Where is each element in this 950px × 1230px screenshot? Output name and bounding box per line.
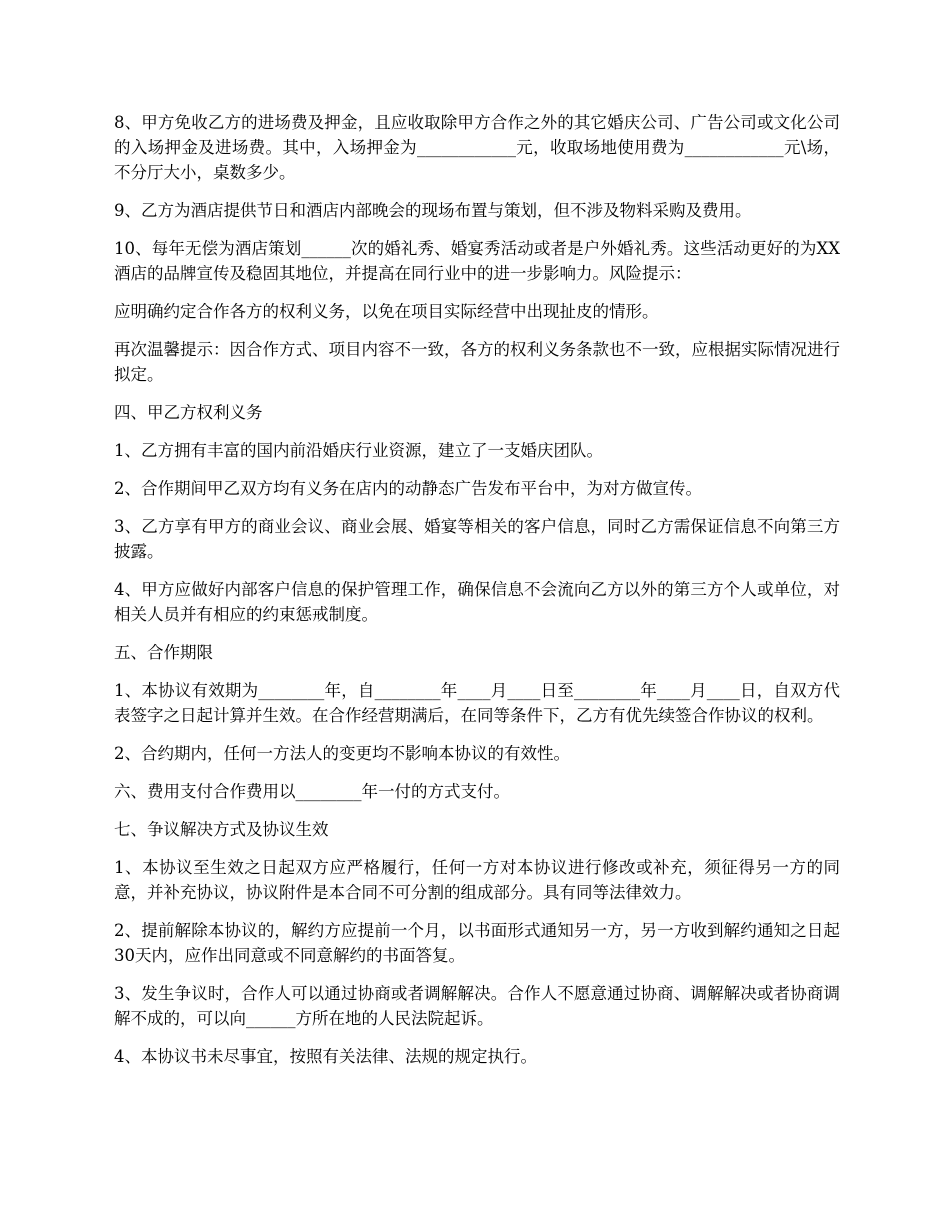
section-5-item-1: 1、本协议有效期为________年，自________年____月____日至________年____月____日，自双方代表签字之日起计算并生效。在合作经营期满后，在同等条件下，乙方有优先续签合作协议的权利。 — [114, 681, 840, 725]
document-page — [114, 110, 840, 1082]
clause-10-wedding-shows: 10、每年无偿为酒店策划______次的婚礼秀、婚宴秀活动或者是户外婚礼秀。这些活动更好的为XX酒店的品牌宣传及稳固其地位，并提高在同行业中的进一步影响力。风险提示： — [114, 239, 840, 283]
section-6-heading: 六、费用支付合作费用以________年一付的方式支付。 — [114, 782, 510, 801]
section-4-heading: 四、甲乙方权利义务 — [114, 403, 263, 422]
section-4-item-2: 2、合作期间甲乙双方均有义务在店内的动静态广告发布平台中，为对方做宣传。 — [114, 479, 702, 498]
section-7-heading: 七、争议解决方式及协议生效 — [114, 820, 329, 839]
section-5-heading: 五、合作期限 — [114, 643, 213, 662]
section-4-item-1: 1、乙方拥有丰富的国内前沿婚庆行业资源，建立了一支婚庆团队。 — [114, 441, 603, 460]
reminder-note: 再次温馨提示：因合作方式、项目内容不一致，各方的权利义务条款也不一致，应根据实际情况进行拟定。 — [114, 340, 840, 384]
section-7-item-2: 2、提前解除本协议的，解约方应提前一个月，以书面形式通知另一方，另一方收到解约通知之日起30天内，应作出同意或不同意解约的书面答复。 — [114, 921, 840, 965]
risk-note: 应明确约定合作各方的权利义务，以免在项目实际经营中出现扯皮的情形。 — [114, 302, 659, 321]
section-7-item-3: 3、发生争议时，合作人可以通过协商或者调解解决。合作人不愿意通过协商、调解解决或者协商调解不成的，可以向______方所在地的人民法院起诉。 — [114, 984, 840, 1028]
section-5-item-2: 2、合约期内，任何一方法人的变更均不影响本协议的有效性。 — [114, 744, 570, 763]
clause-9-event-planning: 9、乙方为酒店提供节日和酒店内部晚会的现场布置与策划，但不涉及物料采购及费用。 — [114, 201, 752, 220]
section-7-item-1: 1、本协议至生效之日起双方应严格履行，任何一方对本协议进行修改或补充，须征得另一方的同意，并补充协议，协议附件是本合同不可分割的组成部分。具有同等法律效力。 — [114, 858, 840, 902]
section-7-item-4: 4、本协议书未尽事宜，按照有关法律、法规的规定执行。 — [114, 1047, 537, 1066]
section-4-item-3: 3、乙方享有甲方的商业会议、商业会展、婚宴等相关的客户信息，同时乙方需保证信息不向第三方披露。 — [114, 517, 840, 561]
clause-8-fees: 8、甲方免收乙方的进场费及押金，且应收取除甲方合作之外的其它婚庆公司、广告公司或文化公司的入场押金及进场费。其中，入场押金为____________元，收取场地使用费为____________元\场，不分厅大小，桌数多少。 — [114, 113, 840, 182]
section-4-item-4: 4、甲方应做好内部客户信息的保护管理工作，确保信息不会流向乙方以外的第三方个人或单位，对相关人员并有相应的约束惩戒制度。 — [114, 580, 840, 624]
